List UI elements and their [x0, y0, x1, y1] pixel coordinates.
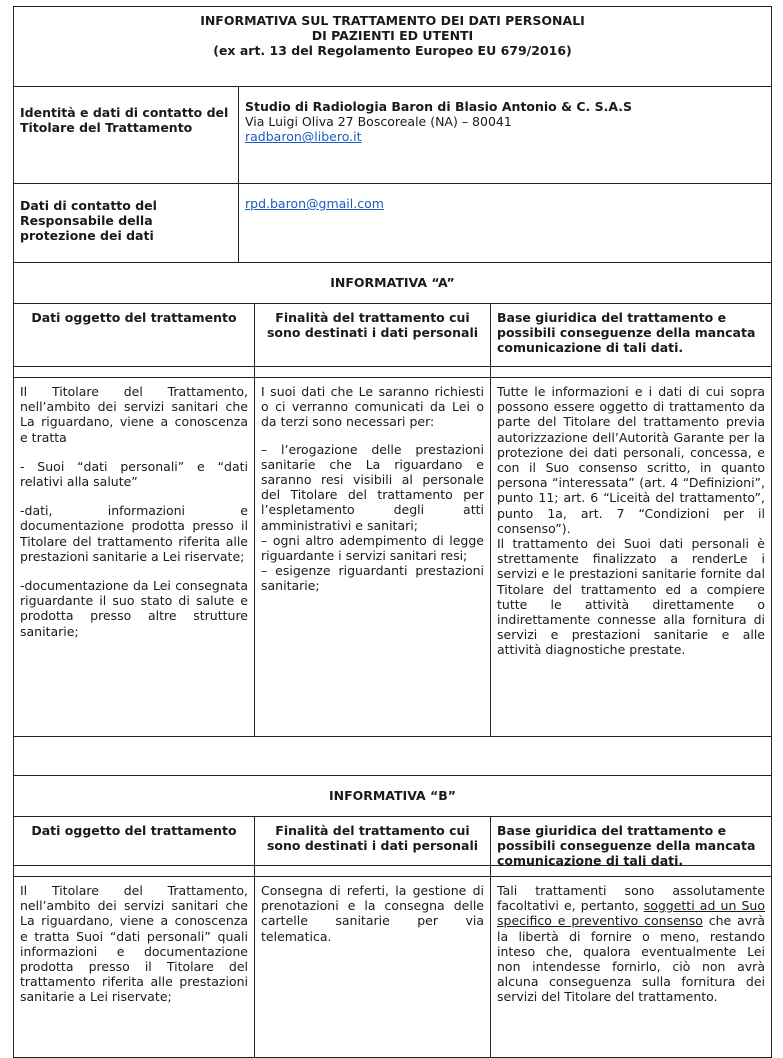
informativa-b-col3-p1: [497, 883, 765, 1005]
informativa-b-body-row: [13, 877, 772, 1058]
title-line-2: DI PAZIENTI ED UTENTI: [311, 28, 474, 43]
consent-text-start: Tali trattamenti sono assolutamente facoltativi e, pertanto,: [497, 883, 765, 914]
informativa-a-heading: INFORMATIVA “A”: [13, 263, 772, 304]
informativa-a-col1-header: Dati oggetto del trattamento: [31, 310, 237, 325]
informativa-b-spacer-row: [13, 866, 772, 877]
informativa-a-col1-p3: -dati, informazioni e documentazione prodotta presso il Titolare del trattamento riferita alle prestazioni sanitarie a Lei riservate;: [20, 503, 248, 564]
document-sheet: [13, 6, 772, 1058]
informativa-b-heading: INFORMATIVA “B”: [13, 775, 772, 816]
controller-label: Identità e dati di contatto del Titolare del Trattamento: [14, 87, 239, 183]
informativa-b-col2-body: [254, 877, 490, 1057]
informativa-a-spacer-row: [13, 367, 772, 378]
section-gap: [13, 737, 772, 775]
dpo-email-link[interactable]: rpd.baron@gmail.com: [245, 196, 384, 211]
controller-email-link[interactable]: radbaron@libero.it: [245, 129, 362, 145]
informativa-a-col1-p1: Il Titolare del Trattamento, nell’ambito dei servizi sanitari che La riguardano, viene a conoscenza e tratta: [20, 384, 248, 445]
informativa-a-col3-body: [490, 378, 771, 736]
informativa-a-col2-body: [254, 378, 490, 736]
dpo-label: Dati di contatto del Responsabile della protezione dei dati: [14, 184, 239, 262]
informativa-a-header-row: [13, 304, 772, 367]
informativa-a-col2-p2: – l’erogazione delle prestazioni sanitarie che La riguardano e saranno resi visibili al personale del Titolare del trattamento per l’espletamento degli atti amministrativi e sanitari;: [261, 441, 484, 533]
informativa-a-body-row: [13, 378, 772, 737]
informativa-a-col2-p3: – ogni altro adempimento di legge riguardante i servizi sanitari resi;: [261, 532, 484, 564]
informativa-a-col2-p4: – esigenze riguardanti prestazioni sanitarie;: [261, 563, 484, 594]
informativa-b-col1-body: [14, 877, 254, 1057]
informativa-a-col1-p2: - Suoi “dati personali” e “dati relativi alla salute”: [20, 458, 248, 490]
title-line-3: (ex art. 13 del Regolamento Europeo EU 679/2016): [213, 43, 572, 58]
controller-address: Via Luigi Oliva 27 Boscoreale (NA) – 80041: [245, 114, 512, 130]
informativa-b-header-row: [13, 816, 772, 869]
informativa-b-col3-header: Base giuridica del trattamento e possibili conseguenze della mancata comunicazione di tali dati.: [490, 817, 771, 865]
informativa-a-col3-p1: Tutte le informazioni e i dati di cui sopra possono essere oggetto di trattamento da parte del Titolare del trattamento previa autorizzazione dell’Autorità Garante per la protezione dei dati personali, concessa, e con il Suo consenso scritto, in quanto persona “interessata” (art. 4 “Definizioni”, punto 11; art. 6 “Liceità del trattamento”, punto 1a, art. 7 “Condizioni per il consenso”).: [497, 384, 765, 536]
document-title-block: [13, 6, 772, 86]
dpo-details: [239, 184, 771, 262]
informativa-b-col2-p1: Consegna di referti, la gestione di prenotazioni e la consegna delle cartelle sanitarie per via telematica.: [261, 883, 484, 944]
informativa-b-col1-p1: Il Titolare del Trattamento, nell’ambito dei servizi sanitari che La riguardano, viene a conoscenza e tratta Suoi “dati personali” quali informazioni e documentazione prodotta presso il Titolare del trattamento riferita alle prestazioni sanitarie a Lei riservate;: [20, 883, 248, 1005]
informativa-b-col1-header: Dati oggetto del trattamento: [31, 823, 237, 838]
informativa-a-col3-p2: Il trattamento dei Suoi dati personali è strettamente finalizzato a renderLe i servizi e le prestazioni sanitarie fornite dal Titolare del trattamento ed a compiere tutte le attività direttamente o indirettamente connesse alla fornitura di servizi e prestazioni sanitarie e alle attività diagnostiche prestate.: [497, 536, 765, 658]
dpo-row: [13, 184, 772, 263]
informativa-a-col2-header: Finalità del trattamento cui sono destinati i dati personali: [254, 304, 490, 366]
informativa-a-col3-header: Base giuridica del trattamento e possibili conseguenze della mancata comunicazione di tali dati.: [490, 304, 771, 366]
informativa-b-col3-body: [490, 877, 771, 1057]
controller-name: Studio di Radiologia Baron di Blasio Antonio & C. S.A.S: [245, 99, 633, 114]
informativa-a-col1-body: [14, 378, 254, 736]
title-line-1: INFORMATIVA SUL TRATTAMENTO DEI DATI PERSONALI: [200, 13, 585, 28]
informativa-a-col2-p1: I suoi dati che Le saranno richiesti o ci verranno comunicati da Lei o da terzi sono necessari per:: [261, 384, 484, 430]
controller-details: [239, 87, 771, 183]
controller-row: [13, 86, 772, 184]
informativa-a-col1-p4: -documentazione da Lei consegnata riguardante il suo stato di salute e prodotta presso altre strutture sanitarie;: [20, 578, 248, 639]
informativa-b-col2-header: Finalità del trattamento cui sono destinati i dati personali: [254, 817, 490, 865]
consent-text-underlined: soggetti ad un Suo specifico e preventivo consenso: [497, 898, 766, 929]
consent-text-end: che avrà la libertà di fornire o meno, restando inteso che, qualora eventualmente Lei non intendesse fornirlo, ciò non avrà alcuna conseguenza sulla fornitura dei servizi del Titolare del trattamento.: [497, 913, 765, 1005]
